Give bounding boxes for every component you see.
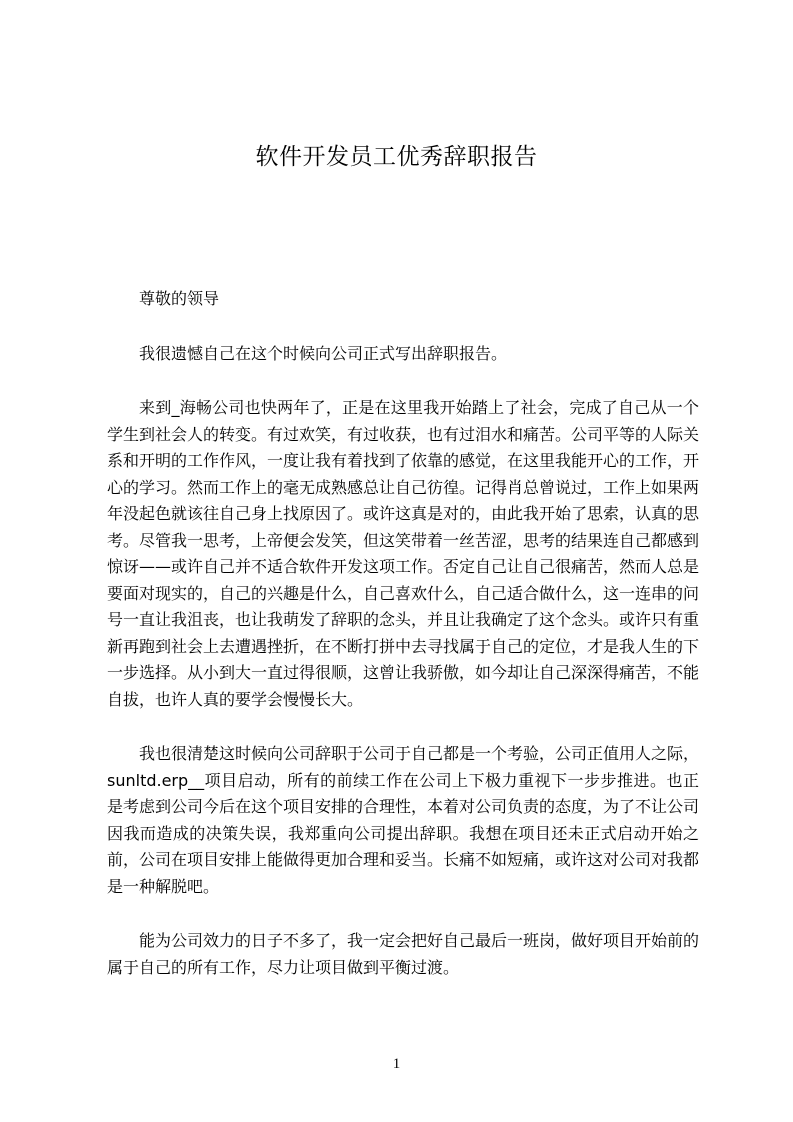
page-number: 1 bbox=[392, 1056, 401, 1072]
document-body bbox=[107, 286, 699, 981]
opening-paragraph: 我很遗憾自己在这个时候向公司正式写出辞职报告。 bbox=[139, 343, 508, 363]
salutation-paragraph: 尊敬的领导 bbox=[139, 289, 220, 308]
body-paragraph-reflection: 来到_海畅公司也快两年了，正是在这里我开始踏上了社会，完成了自己从一个学生到社会人的转变。有过欢笑，有过收获，也有过泪水和痛苦。公司平等的人际关系和开明的工作作风，一度让我有着找到了依靠的感觉，在这里我能开心的工作，开心的学习。然而工作上的毫无成熟感总让自己彷徨。记得肖总曾说过，工作上如果两年没起色就该往自己身上找原因了。或许这真是对的，由此我开始了思索，认真的思考。尽管我一思考，上帝便会发笑，但这笑带着一丝苦涩，思考的结果连自己都感到惊讶——或许自己并不适合软件开发这项工作。否定自己让自己很痛苦，然而人总是要面对现实的，自己的兴趣是什么，自己喜欢什么，自己适合做什么，这一连串的问号一直让我沮丧，也让我萌发了辞职的念头，并且让我确定了这个念头。或许只有重新再跑到社会上去遭遇挫折，在不断打拼中去寻找属于自己的定位，才是我人生的下一步选择。从小到大一直过得很顺，这曾让我骄傲，如今却让自己深深得痛苦，不能自拔，也许人真的要学会慢慢长大。 bbox=[107, 398, 700, 709]
body-paragraph-project: 我也很清楚这时候向公司辞职于公司于自己都是一个考验，公司正值用人之际，sunltd.erp__项目启动，所有的前续工作在公司上下极力重视下一步步推进。也正是考虑到公司今后在这个项目安排的合理性，本着对公司负责的态度，为了不让公司因我而造成的决策失误，我郑重向公司提出辞职。我想在项目还未正式启动开始之前，公司在项目安排上能做得更加合理和妥当。长痛不如短痛，或许这对公司对我都是一种解脱吧。 bbox=[107, 744, 700, 896]
body-paragraph-closing: 能为公司效力的日子不多了，我一定会把好自己最后一班岗，做好项目开始前的属于自己的所有工作，尽力让项目做到平衡过渡。 bbox=[107, 931, 700, 977]
document-title: 软件开发员工优秀辞职报告 bbox=[255, 144, 538, 170]
